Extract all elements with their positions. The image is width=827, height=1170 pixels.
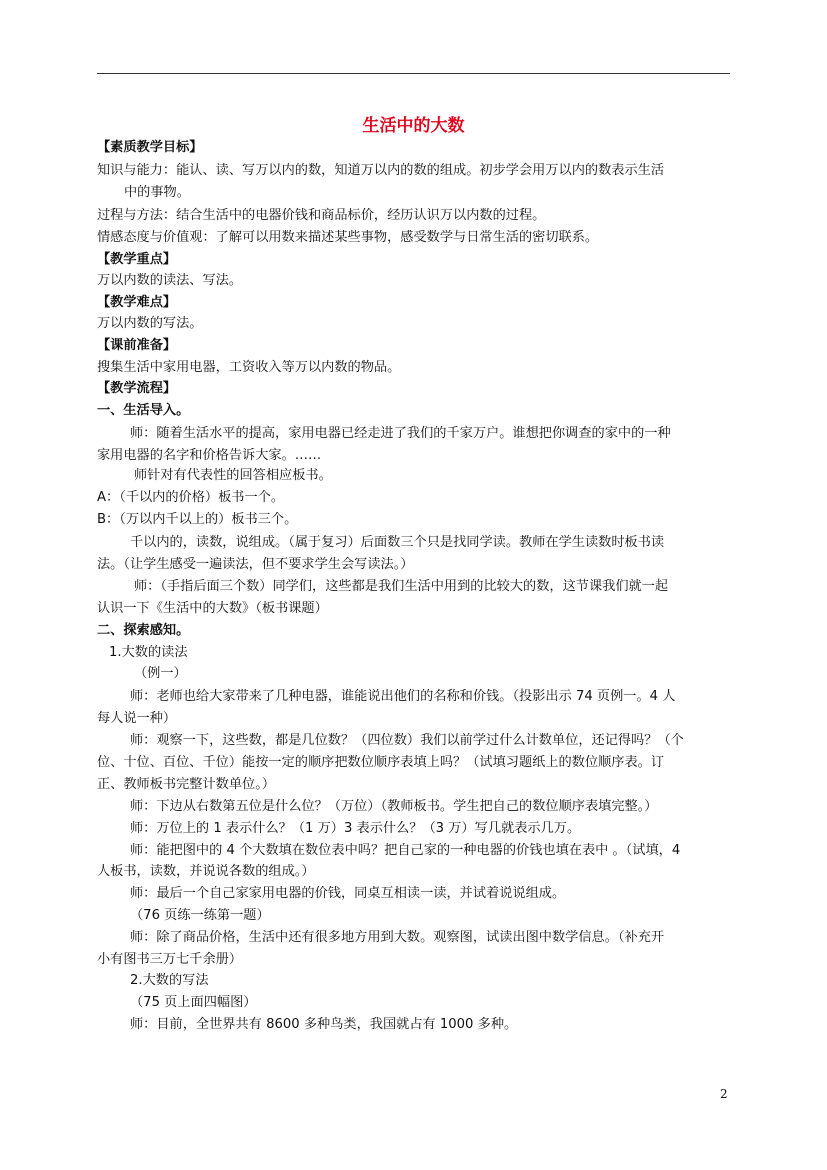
section-heading: 【素质教学目标】 [97, 140, 203, 155]
body-text-line: 师：万位上的 1 表示什么？（1 万）3 表示什么？（3 万）写几就表示几万。 [130, 821, 581, 836]
body-text-line: 中的事物。 [124, 185, 190, 200]
body-text-line: 每人说一种） [97, 711, 177, 726]
body-text-line: 正、教师板书完整计数单位。） [97, 777, 276, 792]
body-text-line: 小有图书三万七千余册） [97, 952, 243, 967]
body-text-line: 师针对有代表性的回答相应板书。 [134, 468, 332, 483]
body-text-line: 情感态度与价值观：了解可以用数来描述某些事物，感受数学与日常生活的密切联系。 [97, 230, 599, 245]
body-text-line: 万以内数的读法、写法。 [97, 273, 243, 288]
body-text-line: 认识一下《生活中的大数》（板书课题） [97, 601, 328, 616]
page-number: 2 [720, 1087, 728, 1101]
body-text-line: 人板书，读数，并说说各数的组成。） [97, 864, 315, 879]
section-heading: 二、探索感知。 [97, 623, 190, 638]
body-text-line: 师：最后一个自己家家用电器的价钱，同桌互相读一读，并试着说说组成。 [130, 886, 566, 901]
body-text-line: 师：除了商品价格，生活中还有很多地方用到大数。观察图，试读出图中数学信息。（补充开 [130, 930, 665, 945]
body-text-line: （75 页上面四幅图） [130, 995, 257, 1010]
header-rule [97, 73, 730, 74]
body-text-line: B：（万以内千以上的）板书三个。 [97, 512, 298, 527]
body-text-line: 法。（让学生感受一遍读法，但不要求学生会写读法。） [97, 557, 414, 572]
body-text-line: 师：下边从右数第五位是什么位？（万位）（教师板书。学生把自己的数位顺序表填完整。） [130, 799, 658, 814]
body-text-line: 万以内数的写法。 [97, 316, 203, 331]
section-heading: 【教学重点】 [97, 252, 177, 267]
section-heading: 一、生活导入。 [97, 403, 190, 418]
body-text-line: 家用电器的名字和价格告诉大家。…… [97, 448, 322, 463]
body-text-line: 师：能把图中的 4 个大数填在数位表中吗？把自己家的一种电器的价钱也填在表中 。（试填，4 [130, 843, 681, 858]
body-text-line: A：（千以内的价格）板书一个。 [97, 490, 285, 505]
body-text-line: 2.大数的写法 [130, 973, 209, 988]
body-text-line: 师：观察一下，这些数，都是几位数？（四位数）我们以前学过什么计数单位，还记得吗？（个 [130, 733, 684, 748]
body-text-line: 知识与能力：能认、读、写万以内的数，知道万以内的数的组成。初步学会用万以内的数表示生活 [97, 163, 665, 178]
section-heading: 【教学流程】 [97, 381, 177, 396]
body-text-line: 搜集生活中家用电器，工资收入等万以内数的物品。 [97, 360, 401, 375]
page-title: 生活中的大数 [362, 116, 465, 136]
section-heading: 【课前准备】 [97, 338, 177, 353]
body-text-line: 位、十位、百位、千位）能按一定的顺序把数位顺序表填上吗？（试填习题纸上的数位顺序表。订 [97, 755, 665, 770]
body-text-line: 过程与方法：结合生活中的电器价钱和商品标价，经历认识万以内数的过程。 [97, 208, 546, 223]
body-text-line: 师：随着生活水平的提高，家用电器已经走进了我们的千家万户。谁想把你调查的家中的一种 [130, 426, 671, 441]
body-text-line: 千以内的，读数，说组成。（属于复习）后面数三个只是找同学读。教师在学生读数时板书读 [130, 535, 665, 550]
body-text-line: （例一） [134, 666, 187, 681]
section-heading: 【教学难点】 [97, 295, 177, 310]
body-text-line: 师：老师也给大家带来了几种电器，谁能说出他们的名称和价钱。（投影出示 74 页例一。4 人 [130, 689, 676, 704]
body-text-line: （76 页练一练第一题） [130, 908, 270, 923]
body-text-line: 1.大数的读法 [109, 645, 188, 660]
body-text-line: 师：（手指后面三个数）同学们，这些都是我们生活中用到的比较大的数，这节课我们就一起 [134, 579, 669, 594]
body-text-line: 师：目前，全世界共有 8600 多种鸟类，我国就占有 1000 多种。 [130, 1017, 518, 1032]
